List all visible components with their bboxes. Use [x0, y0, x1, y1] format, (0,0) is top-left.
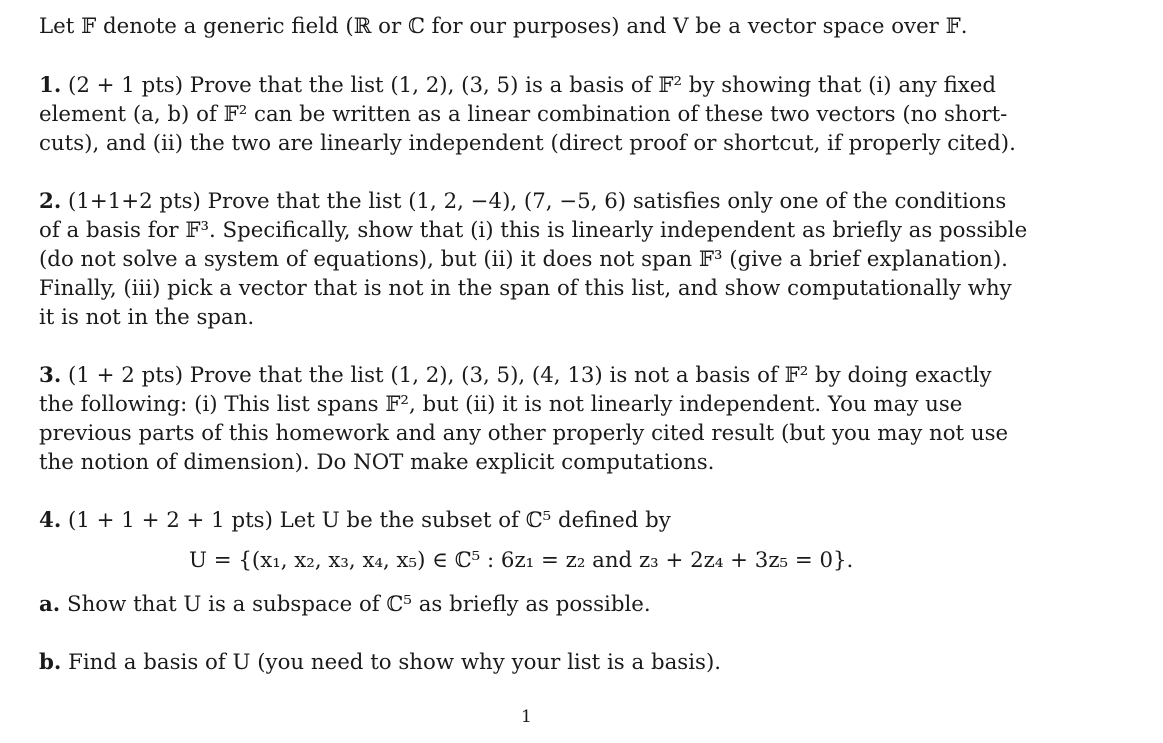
problem-number: 2. — [39, 189, 62, 214]
problem-line: previous parts of this homework and any other properly cited result (but you may not use — [39, 421, 1009, 446]
problem-line: (1 + 1 + 2 + 1 pts) Let U be the subset of ℂ⁵ defined by — [68, 508, 671, 533]
problem-4-part-b — [39, 648, 1014, 677]
subspace-equation: U = {(x₁, x₂, x₃, x₄, x₅) ∈ ℂ⁵ : 6z₁ = z₂ and z₃ + 2z₄ + 3z₅ = 0}. — [189, 548, 854, 573]
problem-number: 3. — [39, 363, 62, 388]
problem-line: (1+1+2 pts) Prove that the list (1, 2, −4), (7, −5, 6) satisfies only one of the conditions — [68, 189, 1007, 214]
page-number: 1 — [521, 707, 532, 727]
problem-4-part-a — [39, 590, 1014, 619]
part-text: Find a basis of U (you need to show why your list is a basis). — [68, 650, 722, 675]
problem-line: (1 + 2 pts) Prove that the list (1, 2), (3, 5), (4, 13) is not a basis of 𝔽² by doing exactly — [68, 363, 992, 388]
problem-line: element (a, b) of 𝔽² can be written as a linear combination of these two vectors (no short- — [39, 102, 1008, 127]
problem-line: (2 + 1 pts) Prove that the list (1, 2), (3, 5) is a basis of 𝔽² by showing that (i) any fixed — [68, 73, 997, 98]
problem-line: (do not solve a system of equations), but (ii) it does not span 𝔽³ (give a brief explanation). — [39, 247, 1008, 272]
intro-text: Let 𝔽 denote a generic field (ℝ or ℂ for our purposes) and V be a vector space over 𝔽. — [39, 14, 968, 39]
part-label: a. — [39, 592, 61, 617]
part-label: b. — [39, 650, 62, 675]
part-text: Show that U is a subspace of ℂ⁵ as briefly as possible. — [67, 592, 651, 617]
intro-paragraph — [39, 12, 1014, 41]
problem-line: the following: (i) This list spans 𝔽², but (ii) it is not linearly independent. You may use — [39, 392, 963, 417]
problem-line: it is not in the span. — [39, 305, 255, 330]
problem-number: 4. — [39, 508, 62, 533]
problem-line: of a basis for 𝔽³. Specifically, show that (i) this is linearly independent as briefly as possible — [39, 218, 1028, 243]
problem-2 — [39, 187, 1028, 332]
problem-number: 1. — [39, 73, 62, 98]
problem-3 — [39, 361, 1014, 477]
problem-line: cuts), and (ii) the two are linearly independent (direct proof or shortcut, if properly cited). — [39, 131, 1016, 156]
problem-1 — [39, 71, 1014, 158]
problem-line: Finally, (iii) pick a vector that is not in the span of this list, and show computationally why — [39, 276, 1012, 301]
problem-line: the notion of dimension). Do NOT make explicit computations. — [39, 450, 715, 475]
problem-4 — [39, 506, 1014, 535]
